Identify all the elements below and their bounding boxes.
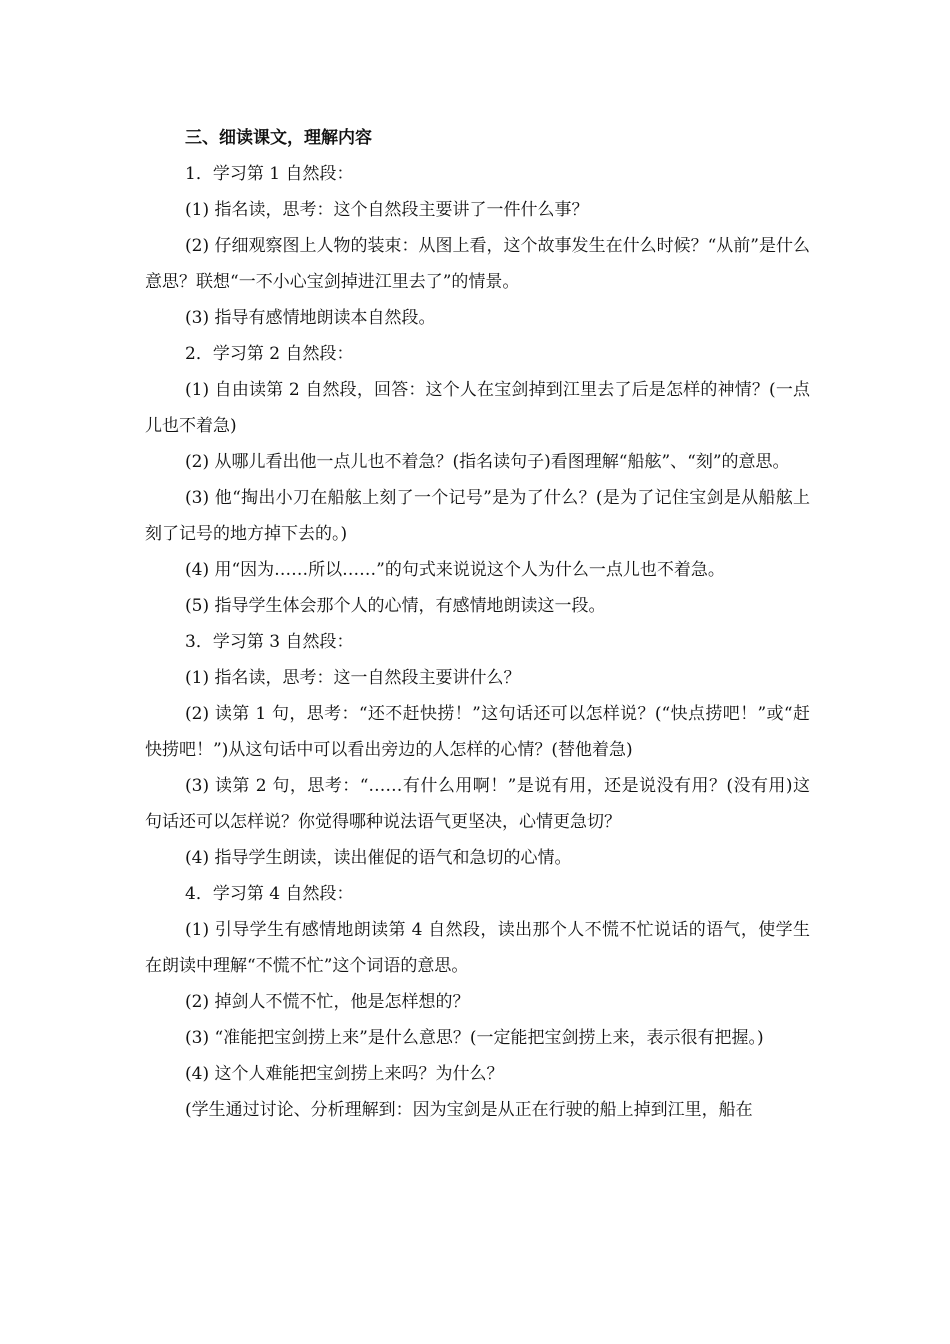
step-1-item-3: (3) 指导有感情地朗读本自然段。 (185, 308, 436, 328)
step-2-title: 2．学习第 2 自然段： (185, 344, 354, 364)
step-2-item-4: (4) 用“因为……所以……”的句式来说说这个人为什么一点儿也不着急。 (185, 560, 725, 580)
step-2-item-2: (2) 从哪儿看出他一点儿也不着急？(指名读句子)看图理解“船舷”、“刻”的意思。 (185, 452, 790, 472)
step-4-item-4: (4) 这个人难能把宝剑捞上来吗？为什么？ (185, 1064, 504, 1084)
step-1-title: 1．学习第 1 自然段： (185, 164, 354, 184)
step-1-item-1: (1) 指名读，思考：这个自然段主要讲了一件什么事？ (185, 200, 589, 220)
step-3-item-2: (2) 读第 1 句，思考：“还不赶快捞！”这句话还可以怎样说？(“快点捞吧！”或“赶快捞吧！”)从这句话中可以看出旁边的人怎样的心情？(替他着急) (145, 704, 810, 760)
step-3-item-3: (3) 读第 2 句，思考：“……有什么用啊！”是说有用，还是说没有用？(没有用)这句话还可以怎样说？你觉得哪种说法语气更坚决，心情更急切？ (145, 776, 810, 832)
step-3-item-1: (1) 指名读，思考：这一自然段主要讲什么？ (185, 668, 521, 688)
step-4-item-1: (1) 引导学生有感情地朗读第 4 自然段，读出那个人不慌不忙说话的语气，使学生在朗读中理解“不慌不忙”这个词语的意思。 (145, 920, 810, 976)
step-2-item-3: (3) 他“掏出小刀在船舷上刻了一个记号”是为了什么？(是为了记住宝剑是从船舷上刻了记号的地方掉下去的。) (145, 488, 810, 544)
step-4-discussion: (学生通过讨论、分析理解到：因为宝剑是从正在行驶的船上掉到江里，船在 (185, 1100, 753, 1120)
document-page (145, 120, 810, 1128)
step-2-item-1: (1) 自由读第 2 自然段，回答：这个人在宝剑掉到江里去了后是怎样的神情？(一点儿也不着急) (145, 380, 810, 436)
step-1-item-2: (2) 仔细观察图上人物的装束：从图上看，这个故事发生在什么时候？“从前”是什么意思？联想“一不小心宝剑掉进江里去了”的情景。 (145, 236, 810, 292)
step-4-item-3: (3) “准能把宝剑捞上来”是什么意思？(一定能把宝剑捞上来，表示很有把握。) (185, 1028, 764, 1048)
step-4-item-2: (2) 掉剑人不慌不忙，他是怎样想的？ (185, 992, 470, 1012)
step-3-title: 3．学习第 3 自然段： (185, 632, 354, 652)
step-4-title: 4．学习第 4 自然段： (185, 884, 354, 904)
section-heading: 三、细读课文，理解内容 (185, 128, 372, 148)
step-3-item-4: (4) 指导学生朗读，读出催促的语气和急切的心情。 (185, 848, 572, 868)
step-2-item-5: (5) 指导学生体会那个人的心情，有感情地朗读这一段。 (185, 596, 606, 616)
